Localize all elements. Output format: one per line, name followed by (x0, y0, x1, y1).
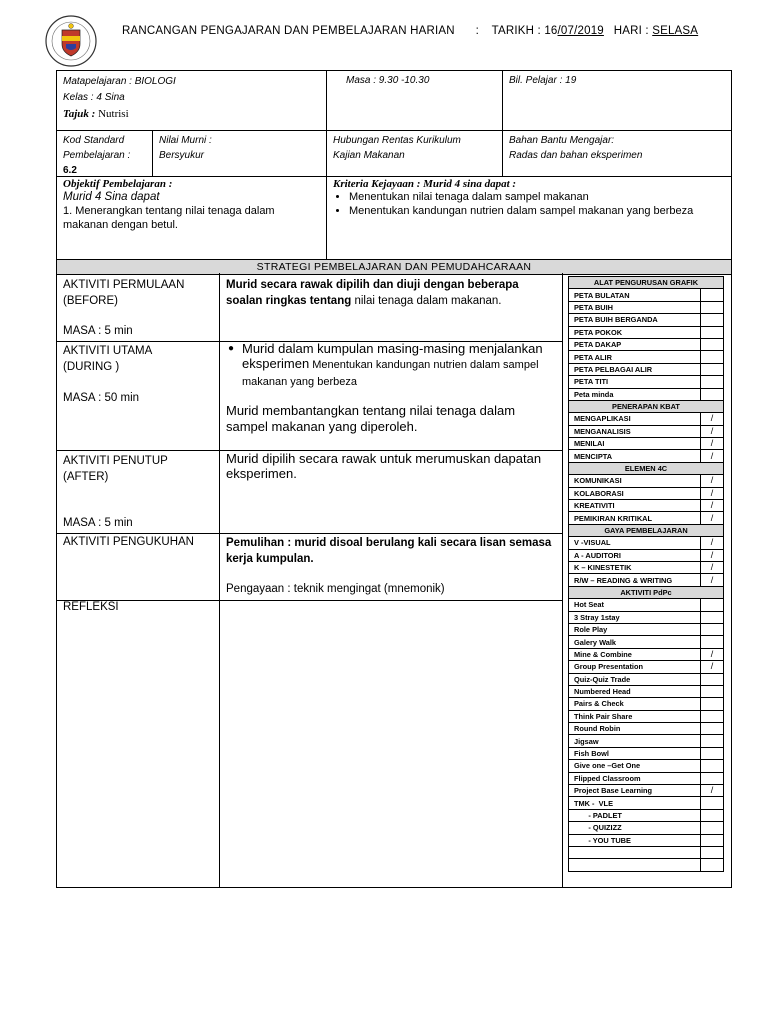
kriteria-item-2: • Menentukan kandungan nutrien dalam sampel makanan yang berbeza (349, 205, 725, 219)
permulaan-content (226, 277, 558, 309)
pdpc-row (569, 723, 724, 735)
bil-pelajar: Bil. Pelajar : 19 (509, 75, 577, 86)
pdpc-item-checkmark: / (701, 785, 724, 797)
tarikh-day: 16 (544, 25, 558, 37)
elemen-item-label: KOMUNIKASI (569, 475, 701, 487)
grafik-section-title: ALAT PENGURUSAN GRAFIK (569, 277, 724, 289)
pdpc-item-label: Flipped Classroom (569, 772, 701, 784)
penutup-text: Murid dipilih secara rawak untuk merumuskan dapatan eksperimen. (226, 451, 542, 481)
pdpc-item-label: Fish Bowl (569, 747, 701, 759)
kbat-item-checkmark: / (701, 438, 724, 450)
gaya-item-label: A - AUDITORI (569, 549, 701, 561)
pemulihan-text: Pemulihan : murid disoal berulang kali secara lisan semasa kerja kumpulan. (226, 537, 552, 565)
utama-para: Murid membantangkan tentang nilai tenaga dalam sampel makanan yang diperoleh. (226, 403, 516, 434)
kbat-row (569, 425, 724, 437)
grafik-row (569, 289, 724, 301)
pdpc-item-checkmark (701, 698, 724, 710)
kbat-item-checkmark: / (701, 413, 724, 425)
pdpc-item-label: Jigsaw (569, 735, 701, 747)
pdpc-row (569, 785, 724, 797)
kbat-item-label: MENILAI (569, 438, 701, 450)
utama-content: ● Murid dalam kumpulan masing-masing menjalankan eksperimen Menentukan kandungan nutrien dalam sampel makanan yang berbeza Murid membantangkan tentang nilai tenaga dalam sampel makanan yang diperoleh. (226, 341, 558, 435)
pdpc-item-checkmark (701, 673, 724, 685)
divider-col-mid (326, 70, 327, 260)
pdpc-row (569, 797, 724, 809)
hubungan-label: Hubungan Rentas Kurikulum (333, 135, 461, 146)
grafik-item-checkmark (701, 363, 724, 375)
permulaan-label: AKTIVITI PERMULAAN (63, 279, 185, 291)
grafik-item-checkmark (701, 314, 724, 326)
pdpc-item-label (569, 846, 701, 858)
gaya-item-checkmark: / (701, 549, 724, 561)
pengayaan-text: Pengayaan : teknik mengingat (mnemonik) (226, 583, 445, 595)
pdpc-item-checkmark (701, 599, 724, 611)
pdpc-item-label: Give one –Get One (569, 760, 701, 772)
pdpc-row (569, 648, 724, 660)
penutup-masa: MASA : 5 min (63, 517, 133, 529)
pdpc-row (569, 834, 724, 846)
pdpc-row (569, 673, 724, 685)
kod-line3: 6.2 (63, 165, 77, 176)
side-checklist (568, 276, 724, 872)
grafik-row (569, 314, 724, 326)
gaya-item-checkmark: / (701, 574, 724, 586)
pengukuhan-label: AKTIVITI PENGUKUHAN (63, 536, 194, 548)
pdpc-item-label: Galery Walk (569, 636, 701, 648)
grafik-row (569, 326, 724, 338)
header-separator: : (475, 25, 480, 37)
kriteria-label: Kriteria Kejayaan : Murid 4 sina dapat : (333, 178, 517, 190)
pdpc-row (569, 747, 724, 759)
gaya-item-label: K – KINESTETIK (569, 561, 701, 573)
nilai-value: Bersyukur (159, 150, 205, 161)
kbat-item-checkmark: / (701, 425, 724, 437)
divider-act4 (56, 600, 563, 601)
grafik-item-label: PETA TITI (569, 376, 701, 388)
pdpc-item-label: Round Robin (569, 723, 701, 735)
penutup-label: AKTIVITI PENUTUP (63, 455, 168, 467)
grafik-row (569, 388, 724, 400)
pdpc-item-label: Hot Seat (569, 599, 701, 611)
grafik-row (569, 376, 724, 388)
elemen-row (569, 512, 724, 524)
pdpc-row (569, 735, 724, 747)
pdpc-item-checkmark (701, 834, 724, 846)
kriteria-item-1: • Menentukan nilai tenaga dalam sampel makanan (349, 191, 725, 205)
pdpc-item-label: TMK - VLE (569, 797, 701, 809)
kod-line2: Pembelajaran : (63, 150, 131, 161)
gaya-section-title: GAYA PEMBELAJARAN (569, 524, 724, 536)
pdpc-item-checkmark (701, 797, 724, 809)
pdpc-item-label: Group Presentation (569, 661, 701, 673)
pdpc-item-checkmark: / (701, 648, 724, 660)
penutup-label2: (AFTER) (63, 471, 109, 483)
permulaan-masa: MASA : 5 min (63, 325, 133, 337)
refleksi-label: REFLEKSI (63, 601, 119, 613)
pdpc-item-checkmark (701, 859, 724, 871)
objektif-line1: Murid 4 Sina dapat (63, 191, 160, 203)
grafik-item-label: PETA POKOK (569, 326, 701, 338)
grafik-row (569, 363, 724, 375)
pdpc-row (569, 809, 724, 821)
kod-line1: Kod Standard (63, 135, 125, 146)
permulaan-text: nilai tenaga dalam makanan. (351, 295, 502, 307)
elemen-item-label: PEMIKIRAN KRITIKAL (569, 512, 701, 524)
bahan-value: Radas dan bahan eksperimen (509, 150, 643, 161)
grafik-item-checkmark (701, 326, 724, 338)
pdpc-item-checkmark (701, 760, 724, 772)
kbat-section-title: PENERAPAN KBAT (569, 400, 724, 412)
pdpc-row (569, 710, 724, 722)
hubungan-value: Kajian Makanan (333, 150, 405, 161)
pdpc-item-checkmark: / (701, 661, 724, 673)
nilai-label: Nilai Murni : (159, 135, 212, 146)
pdpc-item-checkmark (701, 685, 724, 697)
pdpc-item-label: Quiz-Quiz Trade (569, 673, 701, 685)
pdpc-item-checkmark (701, 747, 724, 759)
gaya-item-checkmark: / (701, 561, 724, 573)
grafik-item-label: PETA ALIR (569, 351, 701, 363)
bahan-label: Bahan Bantu Mengajar: (509, 135, 615, 146)
pdpc-item-label: - QUIZIZZ (569, 822, 701, 834)
matapelajaran: Matapelajaran : BIOLOGI (63, 76, 176, 87)
divider-col-left (152, 130, 153, 177)
utama-bullet-a: Murid dalam kumpulan masing-masing menjalankan eksperimen (242, 341, 543, 371)
pdpc-row (569, 846, 724, 858)
divider-activity-col (219, 273, 220, 888)
pdpc-row (569, 685, 724, 697)
utama-label: AKTIVITI UTAMA (63, 345, 153, 357)
grafik-item-checkmark (701, 338, 724, 350)
pdpc-row (569, 636, 724, 648)
gaya-row (569, 574, 724, 586)
gaya-item-label: R/W – READING & WRITING (569, 574, 701, 586)
pdpc-row (569, 698, 724, 710)
elemen-row (569, 487, 724, 499)
pdpc-row (569, 661, 724, 673)
pdpc-row (569, 859, 724, 871)
divider-row1 (56, 130, 732, 131)
gaya-item-checkmark: / (701, 537, 724, 549)
divider-row2 (56, 176, 732, 177)
strategy-header: STRATEGI PEMBELAJARAN DAN PEMUDAHCARAAN (57, 259, 731, 275)
gaya-row (569, 561, 724, 573)
elemen-item-checkmark: / (701, 512, 724, 524)
pdpc-row (569, 623, 724, 635)
grafik-item-checkmark (701, 289, 724, 301)
grafik-item-checkmark (701, 351, 724, 363)
divider-col-right (502, 70, 503, 177)
grafik-row (569, 301, 724, 313)
pdpc-item-checkmark (701, 710, 724, 722)
tajuk-value: Nutrisi (98, 108, 129, 120)
pdpc-item-checkmark (701, 772, 724, 784)
pdpc-section-title: AKTIVITI PdPc (569, 586, 724, 598)
pdpc-item-checkmark (701, 735, 724, 747)
pdpc-item-label: Project Base Learning (569, 785, 701, 797)
grafik-item-checkmark (701, 376, 724, 388)
pdpc-item-label: Role Play (569, 623, 701, 635)
grafik-item-checkmark (701, 388, 724, 400)
kbat-item-label: MENGANALISIS (569, 425, 701, 437)
grafik-item-checkmark (701, 301, 724, 313)
kbat-item-label: MENCIPTA (569, 450, 701, 462)
pdpc-item-label: Think Pair Share (569, 710, 701, 722)
school-crest-logo (44, 14, 98, 68)
hari-label: HARI : (613, 25, 649, 37)
pdpc-item-checkmark (701, 822, 724, 834)
objektif-label: Objektif Pembelajaran : (63, 178, 173, 190)
pdpc-item-label: - YOU TUBE (569, 834, 701, 846)
elemen-item-label: KREATIVITI (569, 500, 701, 512)
pdpc-item-label (569, 859, 701, 871)
pdpc-item-checkmark (701, 809, 724, 821)
tajuk-label: Tajuk : (63, 108, 96, 120)
masa: Masa : 9.30 -10.30 (346, 75, 430, 86)
pdpc-item-checkmark (701, 636, 724, 648)
elemen-row (569, 500, 724, 512)
utama-bullet-b: Menentukan kandungan nutrien dalam sampel makanan yang berbeza (242, 359, 539, 388)
header-title: RANCANGAN PENGAJARAN DAN PEMBELAJARAN HARIAN (122, 25, 455, 37)
pdpc-row (569, 611, 724, 623)
pdpc-item-label: Mine & Combine (569, 648, 701, 660)
grafik-item-label: PETA BUIH BERGANDA (569, 314, 701, 326)
utama-label2: (DURING ) (63, 361, 120, 373)
kbat-row (569, 450, 724, 462)
grafik-item-label: PETA BULATAN (569, 289, 701, 301)
pdpc-row (569, 822, 724, 834)
pdpc-item-label: - PADLET (569, 809, 701, 821)
kbat-row (569, 438, 724, 450)
elemen-section-title: ELEMEN 4C (569, 462, 724, 474)
tarikh-rest: /07/2019 (557, 25, 604, 37)
kbat-row (569, 413, 724, 425)
grafik-item-label: PETA DAKAP (569, 338, 701, 350)
kbat-item-checkmark: / (701, 450, 724, 462)
pdpc-row (569, 760, 724, 772)
document-header (122, 25, 698, 37)
permulaan-text-bold: Murid secara rawak dipilih dan diuji dengan beberapa soalan ringkas tentang (226, 279, 519, 307)
grafik-item-label: Peta minda (569, 388, 701, 400)
grafik-row (569, 351, 724, 363)
grafik-row (569, 338, 724, 350)
pdpc-row (569, 599, 724, 611)
tarikh-label: TARIKH : (491, 25, 541, 37)
permulaan-label2: (BEFORE) (63, 295, 118, 307)
pdpc-item-checkmark (701, 846, 724, 858)
gaya-row (569, 549, 724, 561)
pdpc-item-label: Numbered Head (569, 685, 701, 697)
pdpc-row (569, 772, 724, 784)
gaya-item-label: V -VISUAL (569, 537, 701, 549)
elemen-item-label: KOLABORASI (569, 487, 701, 499)
elemen-item-checkmark: / (701, 500, 724, 512)
kbat-item-label: MENGAPLIKASI (569, 413, 701, 425)
elemen-item-checkmark: / (701, 487, 724, 499)
kelas: Kelas : 4 Sina (63, 92, 125, 103)
divider-act3 (56, 533, 563, 534)
divider-side-col (562, 273, 563, 888)
pdpc-item-label: 3 Stray 1stay (569, 611, 701, 623)
pdpc-item-checkmark (701, 611, 724, 623)
pdpc-item-checkmark (701, 623, 724, 635)
elemen-row (569, 475, 724, 487)
pdpc-item-label: Pairs & Check (569, 698, 701, 710)
hari-value: SELASA (652, 25, 699, 37)
grafik-item-label: PETA BUIH (569, 301, 701, 313)
objektif-line2: 1. Menerangkan tentang nilai tenaga dalam makanan dengan betul. (63, 205, 275, 231)
grafik-item-label: PETA PELBAGAI ALIR (569, 363, 701, 375)
utama-masa: MASA : 50 min (63, 392, 140, 404)
elemen-item-checkmark: / (701, 475, 724, 487)
gaya-row (569, 537, 724, 549)
pdpc-item-checkmark (701, 723, 724, 735)
